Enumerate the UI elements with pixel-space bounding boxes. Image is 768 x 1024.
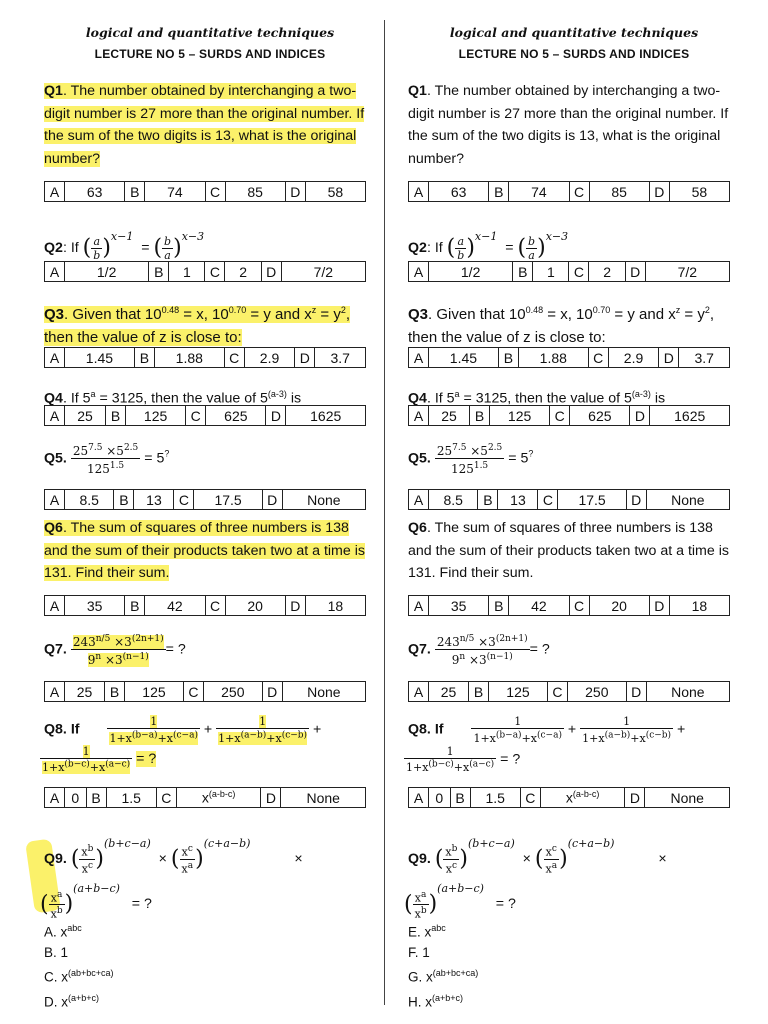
q4-text: Q4. If $5^a = 3125$, then the value of 5$^{(a-3)}$ is — [44, 389, 302, 407]
q6-option-value: 42 — [509, 596, 569, 616]
q4-option-value: 125 — [125, 406, 185, 426]
q5-option-letter: B — [114, 490, 134, 510]
q8-option-value: $x^{(a-b-c)}$ — [176, 788, 261, 808]
q2-option-value: 1/2 — [429, 262, 513, 282]
q6-option-value: 18 — [305, 596, 365, 616]
q2-option-letter: A — [409, 262, 429, 282]
q5-option-letter: A — [409, 490, 429, 510]
q4-option-letter: B — [469, 406, 489, 426]
q5-option-letter: D — [262, 490, 282, 510]
q5-text: Q5. $\frac{25^{7.5} \times 5^{2.5}}{125^{1.5}}$ = 5? — [408, 443, 534, 476]
q7-option-value: 250 — [203, 682, 262, 702]
q1-option-letter: B — [125, 182, 145, 202]
q8-option-letter: A — [45, 788, 65, 808]
q2-option-value: 7/2 — [645, 262, 729, 282]
q7-option-letter: A — [45, 682, 65, 702]
q1-text: Q1. The number obtained by interchanging a two-digit number is 27 more than the original number. If the sum of the two digits is 13, what is the original number? — [44, 83, 365, 167]
q1-option-value: 58 — [305, 182, 365, 202]
q8-option-value: $x^{(a-b-c)}$ — [540, 788, 625, 808]
q3-option-letter: A — [45, 348, 65, 368]
q6-option-letter: C — [205, 596, 225, 616]
q3-option-letter: D — [659, 348, 679, 368]
q7-text: Q7. $\frac{243^{n/5} \times 3^{(2n+1)}}{9^n \times 3^{(n-1)}}$ = ? — [408, 634, 550, 667]
q1-option-value: 74 — [145, 182, 205, 202]
q8-option-value: 1.5 — [470, 788, 520, 808]
q2-option-letter: D — [261, 262, 281, 282]
q2-option-value: 1/2 — [65, 262, 149, 282]
q9-choices: E. $x^{abc}$ F. 1 G. $x^{(ab+bc+ca)}$ H. $x^{(a+b+c)}$ — [408, 923, 479, 1010]
q3-options — [408, 347, 730, 368]
q8-option-letter: B — [86, 788, 106, 808]
q8-option-letter: C — [156, 788, 176, 808]
q2-text: Q2: If ( $\frac{a}{b}$ )$^{x-1}$ = ( $\frac{b}{a}$ )$^{x-3}$ — [44, 230, 205, 262]
q8-option-value: 0 — [65, 788, 87, 808]
q2-option-value: 1 — [169, 262, 205, 282]
q5-option-value: None — [646, 490, 729, 510]
q3-option-letter: A — [409, 348, 429, 368]
q3-option-value: 2.9 — [608, 348, 659, 368]
q3-option-value: 2.9 — [244, 348, 295, 368]
q2-option-value: 2 — [225, 262, 261, 282]
q7-text: Q7. $\frac{243^{n/5} \times 3^{(2n+1)}}{9^n \times 3^{(n-1)}}$ = ? — [44, 634, 186, 667]
q5-option-value: 13 — [498, 490, 538, 510]
q3-option-letter: B — [134, 348, 154, 368]
q2-option-value: 2 — [589, 262, 625, 282]
q2-options — [44, 261, 366, 282]
q3-option-letter: B — [498, 348, 518, 368]
q5-text: Q5. $\frac{25^{7.5} \times 5^{2.5}}{125^{1.5}}$ = 5? — [44, 443, 170, 476]
q8-text: Q8. If $\frac{1}{1+x^{(b-a)}+x^{(c-a)}}$ + $\frac{1}{1+x^{(a-b)}+x^{(c-b)}}$ + $\frac{1}{1+x^{(b-c)}+x^{(a-c)}}$ = ? — [42, 715, 322, 775]
q8-option-letter: B — [450, 788, 470, 808]
q1-option-value: 63 — [429, 182, 489, 202]
q8-option-letter: C — [520, 788, 540, 808]
q3-option-value: 1.45 — [429, 348, 499, 368]
q8-option-value: None — [645, 788, 730, 808]
q7-option-letter: D — [626, 682, 646, 702]
q8-option-value: 0 — [429, 788, 451, 808]
q3-text: Q3. Given that $10^{0.48} = x$, $10^{0.70} = y$ and $x^z = y^2$, then the value of z is close to: — [44, 305, 351, 346]
q4-option-letter: D — [630, 406, 650, 426]
q7-option-letter: A — [409, 682, 429, 702]
left-column — [40, 0, 380, 1024]
q8-options — [44, 787, 366, 808]
q5-option-letter: D — [626, 490, 646, 510]
q1-option-letter: D — [285, 182, 305, 202]
q7-option-value: 125 — [125, 682, 184, 702]
q7-option-letter: B — [469, 682, 489, 702]
q1-options — [44, 181, 366, 202]
q6-options — [408, 595, 730, 616]
q6-option-value: 35 — [65, 596, 125, 616]
q1-option-letter: A — [409, 182, 429, 202]
q7-option-value: None — [282, 682, 365, 702]
q4-options — [408, 405, 730, 426]
q3-option-letter: D — [295, 348, 315, 368]
q8-option-value: 1.5 — [106, 788, 156, 808]
q3-option-value: 1.45 — [65, 348, 135, 368]
q5-options — [408, 489, 730, 510]
q1-option-letter: D — [649, 182, 669, 202]
q2-option-letter: C — [205, 262, 225, 282]
q8-option-value: None — [281, 788, 366, 808]
q2-option-letter: C — [569, 262, 589, 282]
q4-option-letter: C — [550, 406, 570, 426]
lecture-title: LECTURE NO 5 – SURDS AND INDICES — [458, 47, 690, 61]
q5-option-value: 17.5 — [558, 490, 626, 510]
q4-option-value: 125 — [489, 406, 549, 426]
q2-option-letter: D — [625, 262, 645, 282]
q6-options — [44, 595, 366, 616]
q6-option-value: 20 — [225, 596, 285, 616]
q6-option-letter: D — [649, 596, 669, 616]
q4-option-value: 625 — [570, 406, 630, 426]
q5-options — [44, 489, 366, 510]
q7-options — [44, 681, 366, 702]
q7-option-letter: C — [547, 682, 567, 702]
q2-option-letter: B — [149, 262, 169, 282]
q5-option-value: 17.5 — [194, 490, 262, 510]
q4-option-value: 25 — [65, 406, 106, 426]
q9-text: Q9. ( $\frac{x^b}{x^c}$ )$^{(b+c-a)}$ × ( $\frac{x^c}{x^a}$ )$^{(c+a-b)}$ × ( $\frac{x^a}{x^b}$ )$^{(a+b-c)}$ = ? — [40, 837, 303, 921]
q5-option-value: 8.5 — [429, 490, 478, 510]
q6-text: Q6. The sum of squares of three numbers is 138 and the sum of their products taken two at a time is 131. Find their sum. — [44, 520, 365, 582]
q7-option-value: 25 — [65, 682, 105, 702]
q2-option-value: 1 — [533, 262, 569, 282]
q6-option-letter: B — [125, 596, 145, 616]
q2-options — [408, 261, 730, 282]
q1-option-value: 85 — [589, 182, 649, 202]
q5-option-letter: C — [174, 490, 194, 510]
q3-option-value: 1.88 — [518, 348, 588, 368]
q4-option-value: 1625 — [286, 406, 366, 426]
q3-option-value: 3.7 — [679, 348, 730, 368]
q4-option-letter: D — [266, 406, 286, 426]
q7-option-letter: B — [105, 682, 125, 702]
q1-options — [408, 181, 730, 202]
q3-option-letter: C — [224, 348, 244, 368]
q6-option-letter: B — [489, 596, 509, 616]
q3-options — [44, 347, 366, 368]
q7-option-value: None — [646, 682, 729, 702]
q9-choices: A. $x^{abc}$ B. 1 C. $x^{(ab+bc+ca)}$ D. $x^{(a+b+c)}$ — [44, 923, 114, 1010]
q7-option-letter: D — [262, 682, 282, 702]
q9-text: Q9. ( $\frac{x^b}{x^c}$ )$^{(b+c-a)}$ × ( $\frac{x^c}{x^a}$ )$^{(c+a-b)}$ × ( $\frac{x^a}{x^b}$ )$^{(a+b-c)}$ = ? — [404, 837, 667, 921]
q2-option-value: 7/2 — [281, 262, 365, 282]
lecture-title: LECTURE NO 5 – SURDS AND INDICES — [94, 47, 326, 61]
q5-option-letter: A — [45, 490, 65, 510]
q6-option-letter: C — [569, 596, 589, 616]
q6-option-value: 18 — [669, 596, 729, 616]
q1-option-value: 85 — [225, 182, 285, 202]
q5-option-letter: B — [478, 490, 498, 510]
q8-text: Q8. If $\frac{1}{1+x^{(b-a)}+x^{(c-a)}}$ + $\frac{1}{1+x^{(a-b)}+x^{(c-b)}}$ + $\frac{1}{1+x^{(b-c)}+x^{(a-c)}}$ = ? — [406, 715, 686, 775]
q1-text: Q1. The number obtained by interchanging a two-digit number is 27 more than the original number. If the sum of the two digits is 13, what is the original number? — [408, 83, 729, 167]
q1-option-letter: C — [205, 182, 225, 202]
q4-option-value: 625 — [206, 406, 266, 426]
q5-option-value: None — [282, 490, 365, 510]
q7-option-value: 25 — [429, 682, 469, 702]
q8-options — [408, 787, 730, 808]
q1-option-letter: A — [45, 182, 65, 202]
q6-option-letter: A — [409, 596, 429, 616]
q1-option-value: 58 — [669, 182, 729, 202]
q6-option-letter: D — [285, 596, 305, 616]
q6-option-value: 20 — [589, 596, 649, 616]
q7-option-value: 250 — [567, 682, 626, 702]
q6-option-letter: A — [45, 596, 65, 616]
q4-text: Q4. If $5^a = 3125$, then the value of 5$^{(a-3)}$ is — [408, 389, 666, 407]
q2-text: Q2: If ( $\frac{a}{b}$ )$^{x-1}$ = ( $\frac{b}{a}$ )$^{x-3}$ — [408, 230, 569, 262]
right-column — [404, 0, 744, 1024]
q7-option-letter: C — [183, 682, 203, 702]
q5-option-value: 13 — [134, 490, 174, 510]
q2-option-letter: A — [45, 262, 65, 282]
q4-option-value: 25 — [429, 406, 470, 426]
q2-option-letter: B — [513, 262, 533, 282]
q5-option-value: 8.5 — [65, 490, 114, 510]
q1-option-value: 63 — [65, 182, 125, 202]
q3-option-value: 3.7 — [315, 348, 366, 368]
q8-option-letter: D — [261, 788, 281, 808]
q6-option-value: 42 — [145, 596, 205, 616]
course-title: logical and quantitative techniques — [85, 25, 335, 40]
q4-option-letter: C — [186, 406, 206, 426]
q1-option-value: 74 — [509, 182, 569, 202]
q1-option-letter: C — [569, 182, 589, 202]
q4-options — [44, 405, 366, 426]
q4-option-letter: A — [45, 406, 65, 426]
q8-option-letter: D — [625, 788, 645, 808]
q7-option-value: 125 — [489, 682, 548, 702]
course-title: logical and quantitative techniques — [449, 25, 699, 40]
q8-option-letter: A — [409, 788, 429, 808]
q1-option-letter: B — [489, 182, 509, 202]
q6-text: Q6. The sum of squares of three numbers is 138 and the sum of their products taken two at a time is 131. Find their sum. — [408, 520, 729, 582]
q3-option-value: 1.88 — [154, 348, 224, 368]
column-divider — [384, 20, 385, 1005]
q4-option-letter: B — [105, 406, 125, 426]
q7-options — [408, 681, 730, 702]
q4-option-letter: A — [409, 406, 429, 426]
q6-option-value: 35 — [429, 596, 489, 616]
q4-option-value: 1625 — [650, 406, 730, 426]
q3-text: Q3. Given that $10^{0.48} = x$, $10^{0.70} = y$ and $x^z = y^2$, then the value of z is close to: — [408, 305, 715, 346]
q3-option-letter: C — [588, 348, 608, 368]
q5-option-letter: C — [538, 490, 558, 510]
